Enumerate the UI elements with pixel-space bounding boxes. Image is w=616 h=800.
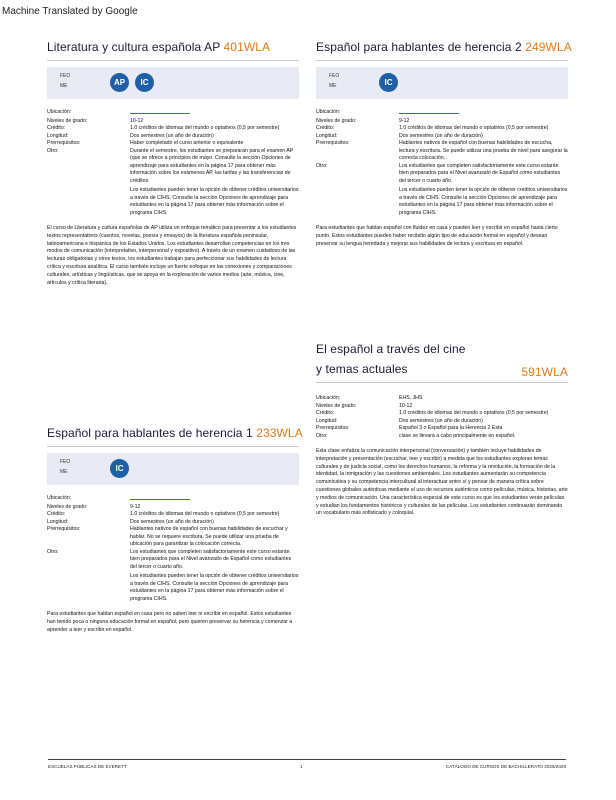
course-details [47, 495, 299, 603]
detail-value: Dos semestres (un año de duración) [130, 132, 214, 139]
detail-row [316, 410, 568, 418]
course-title [47, 40, 299, 54]
course-description: Esta clase enfatiza la comunicación interpersonal (conversación) y también incluye habilidades de interpretación y presentación (escuchar, leer y escribir) a medida que los estudiantes exploran temas culturales y de justicia social, como los derechos humanos, la reforma y la revolución, la formación de la identidad, la inmigración y las cuestiones ambientales. Los estudiantes aumentarán su competencia comunicativa y su competencia intercultural al interactuar entre sí y pensar de manera crítica sobre cuestiones globales auténticas mediante el uso de recursos auténticos como películas, música, historias, arte y medios de comunicación. Una característica especial de este curso es que los estudiantes verán películas y estudian los fundamentos históricos y culturales de las películas. Los estudiantes continuarán dominando un vocabulario más sofisticado y coloquial. [316, 448, 568, 517]
course-herencia-1 [47, 426, 303, 634]
divider [47, 446, 299, 447]
course-code: 401WLA [223, 40, 271, 54]
badge-label: FEO [329, 73, 340, 79]
detail-key: Ubicación: [316, 109, 341, 115]
detail-value [130, 495, 299, 504]
detail-key [316, 187, 399, 217]
detail-row [316, 163, 568, 186]
location-link[interactable] [130, 109, 190, 114]
badge-label: FEO [60, 73, 71, 79]
course-code: 233WLA [256, 426, 303, 440]
ic-icon: IC [379, 73, 398, 92]
detail-row [316, 433, 568, 441]
detail-value: 1.0 créditos de idiomas del mundo o optativos (0,5 por semestre) [399, 125, 549, 131]
location-link[interactable] [130, 495, 190, 500]
location-link[interactable] [399, 109, 459, 114]
machine-translated-label: Machine Translated by Google [2, 6, 138, 17]
detail-value: clase se llevará a cabo principalmente en español. [399, 432, 516, 439]
course-cine [316, 342, 568, 518]
detail-key: Ubicación: [47, 495, 72, 501]
detail-key [47, 573, 130, 603]
detail-row [316, 187, 568, 217]
detail-key: Niveles de grado: [316, 117, 357, 124]
ic-icon: IC [110, 459, 129, 478]
detail-key: Crédito: [316, 410, 335, 416]
badge-bar [47, 453, 299, 485]
course-title-text: El español a través del cine [316, 342, 466, 356]
ap-icon: AP [110, 73, 129, 92]
detail-row [47, 519, 299, 527]
detail-row [47, 504, 299, 512]
detail-row [316, 395, 568, 403]
course-description: Para estudiantes que hablan español en casa pero no saben leer ni escribir en español. Estos estudiantes han tenido poca o ninguna educación formal en español, pero quieren preservar su herencia y comenzar a aprender a leer y escribir en español. [47, 611, 293, 633]
detail-value: Dos semestres (un año de duración) [130, 518, 214, 525]
ic-icon: IC [135, 73, 154, 92]
course-description: Para estudiantes que hablan español con fluidez en casa y pueden leer y escribir en español hasta cierto punto. Estos estudiantes pueden haber recibido algún tipo de educación formal en español y desean preservar su lengua heredada y mejorar sus habilidades de lectura y escritura en español. [316, 225, 558, 247]
detail-value: Los estudiantes que completen satisfactoriamente este curso estarán bien preparados para el Nivel avanzado de Español como estudiantes del tercer o cuarto año. [399, 162, 561, 184]
detail-row [47, 148, 299, 186]
badge-bar [47, 67, 299, 99]
detail-value: 10-12 [399, 402, 413, 409]
detail-row [316, 118, 568, 126]
detail-key: Niveles de grado: [47, 117, 88, 124]
detail-value: Los estudiantes pueden tener la opción de obtener créditos universitarios a través de CIHS. Consulte la sección Opciones de aprendizaje para estudiantes en la página 17 para obtener más información sobre el programa CIHS. [130, 187, 299, 216]
course-code: 591WLA [521, 365, 568, 379]
detail-row [47, 133, 299, 141]
badge-label: ME [329, 83, 337, 89]
detail-value: Durante el semestre, los estudiantes se prepararán para el examen AP (que se ofrece a principios de mayo. Consulte la sección Opciones de aprendizaje para estudiantes en la página 17 para obtener más información sobre los exámenes AP, las tarifas y las transferencias de créditos. [130, 147, 294, 184]
detail-row [47, 495, 299, 504]
detail-key: Longitud: [47, 518, 69, 525]
detail-row [316, 109, 568, 118]
detail-value: Haber completado el curso anterior o equivalente [130, 140, 244, 146]
detail-value [130, 109, 299, 118]
course-title-text: y temas actuales [316, 362, 408, 376]
badge-bar [316, 67, 568, 99]
detail-value: Dos semestres (un año de duración) [399, 417, 483, 424]
footer-school: ESCUELAS PÚBLICAS DE EVERETT [48, 764, 127, 769]
detail-value: 9-12 [130, 503, 141, 510]
course-herencia-2 [316, 40, 572, 248]
detail-value: 1.0 créditos de idiomas del mundo o optativos (0,5 por semestre) [130, 511, 280, 517]
detail-row [47, 549, 299, 572]
detail-value: Español 3 o Español para la Herencia 2 Esta [399, 425, 503, 431]
divider [316, 60, 568, 61]
badge-label: ME [60, 83, 68, 89]
detail-value: Los estudiantes pueden tener la opción de obtener créditos universitarios a través de CIHS. Consulte la sección Opciones de aprendizaje para estudiantes en la página 17 para obtener más información sobre el programa CIHS. [399, 187, 568, 216]
detail-key: Longitud: [47, 132, 69, 139]
detail-key [47, 187, 130, 217]
detail-row [316, 133, 568, 141]
detail-key: Otro: [47, 548, 59, 555]
detail-key: Longitud: [316, 417, 338, 424]
detail-row [47, 573, 299, 603]
detail-row [316, 418, 568, 426]
detail-row [47, 140, 299, 148]
detail-key: Otro: [316, 432, 328, 439]
course-title [316, 40, 572, 54]
detail-row [47, 511, 299, 519]
course-description: El curso de Literatura y cultura españolas de AP utiliza un enfoque temático para presentar a los estudiantes textos representativos (cuentos, novelas, poesía y ensayos) de la literatura española peninsular, latinoamericana e hispánica de los Estados Unidos. Los estudiantes desarrollan competencias en los tres modos de comunicación (interpretativo, interpersonal y expositivo). A través de un examen cuidadoso de las lecturas obligatorias y otros textos, los estudiantes trabajan para perfeccionar sus habilidades de lectura crítica y escritura analítica. El curso también incluye un fuerte enfoque en las conexiones y comparaciones culturales, artísticas y lingüísticas, que se apoya en la exploración de varios medios (arte, música, cine, artículos y crítica literaria). [47, 225, 297, 286]
course-details [316, 395, 568, 440]
detail-key: Otro: [47, 147, 59, 154]
detail-row [316, 425, 568, 433]
detail-key: Crédito: [47, 125, 66, 131]
detail-key: Ubicación: [316, 395, 341, 401]
divider [47, 60, 299, 61]
detail-value: EHS, JHS [399, 395, 423, 401]
detail-key: Prerrequisitos: [316, 425, 350, 431]
detail-key: Niveles de grado: [316, 402, 357, 409]
detail-key: Longitud: [316, 132, 338, 139]
detail-value: Los estudiantes que completen satisfactoriamente este curso estarán bien preparados para el Nivel avanzado de Español como estudiantes del tercer o cuarto año. [130, 548, 292, 570]
detail-value: Dos semestres (un año de duración) [399, 132, 483, 139]
detail-row [47, 118, 299, 126]
course-code: 249WLA [525, 40, 572, 54]
detail-value: Los estudiantes pueden tener la opción de obtener créditos universitarios a través de CIHS. Consulte la sección Opciones de aprendizaje para estudiantes en la página 17 para obtener más información sobre el programa CIHS. [130, 573, 299, 602]
detail-row [316, 403, 568, 411]
detail-key: Prerrequisitos: [316, 140, 350, 146]
detail-value [399, 109, 568, 118]
course-ap-literatura [47, 40, 299, 287]
course-title [47, 426, 303, 440]
detail-key: Prerrequisitos: [47, 526, 81, 532]
course-title [316, 342, 568, 379]
course-details [47, 109, 299, 217]
detail-row [47, 526, 299, 549]
detail-key: Crédito: [316, 125, 335, 131]
divider [316, 382, 568, 383]
detail-key: Prerrequisitos: [47, 140, 81, 146]
detail-row [47, 109, 299, 118]
detail-value: 1.0 créditos de idiomas del mundo o optativos (0,5 por semestre) [399, 410, 549, 416]
detail-value: Hablantes nativos de español con buenas habilidades de escucha, lectura y escritura. Se puede utilizar una prueba de nivel para asegurar la correcta colocación. [399, 140, 568, 161]
detail-value: Hablantes nativos de español con buenas habilidades de escuchar y hablar. No se requiere escritura. Se puede utilizar una prueba de ubicación para garantizar la colocación correcta. [130, 526, 288, 547]
detail-row [47, 187, 299, 217]
badge-label: FEO [60, 459, 71, 465]
detail-row [316, 125, 568, 133]
detail-key: Ubicación: [47, 109, 72, 115]
detail-key: Crédito: [47, 511, 66, 517]
detail-key: Niveles de grado: [47, 503, 88, 510]
detail-row [47, 125, 299, 133]
course-details [316, 109, 568, 217]
footer-catalog: CATÁLOGO DE CURSOS DE BACHILLERATO 2025/2026 [445, 764, 566, 769]
course-title-text: Español para hablantes de herencia 2 [316, 40, 522, 54]
detail-key: Otro: [316, 162, 328, 169]
detail-value: 10-12 [130, 117, 144, 124]
detail-row [316, 140, 568, 163]
page-number: 1 [300, 764, 303, 769]
footer-divider [48, 759, 566, 760]
badge-label: ME [60, 469, 68, 475]
course-title-text: Español para hablantes de herencia 1 [47, 426, 253, 440]
detail-value: 9-12 [399, 117, 410, 124]
detail-value: 1.0 créditos de idiomas del mundo o optativos (0,5 por semestre) [130, 125, 280, 131]
course-title-text: Literatura y cultura española AP [47, 40, 221, 54]
